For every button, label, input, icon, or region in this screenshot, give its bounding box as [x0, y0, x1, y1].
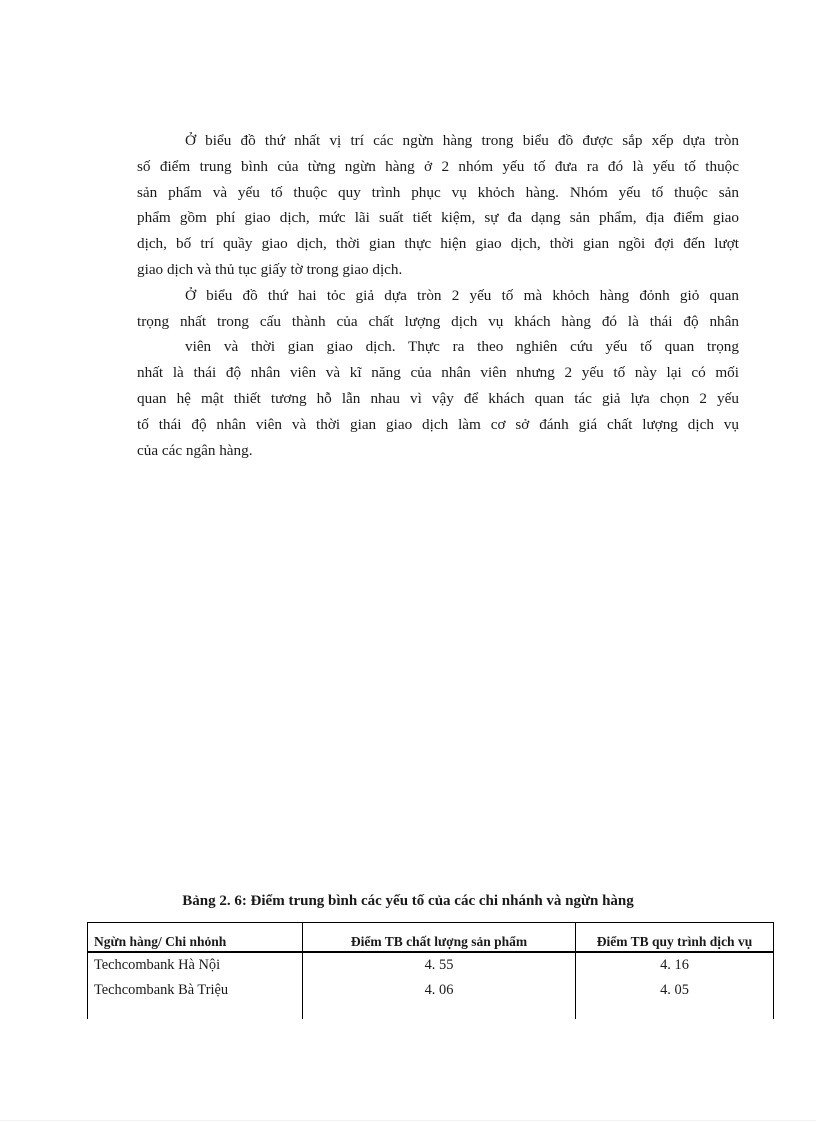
text-line: dịch, bố trí quầy giao dịch, thời gian thực hiện giao dịch, thời gian ngồi đợi đến lượt	[137, 235, 739, 253]
column-header-branch: Ngừn hàng/ Chi nhỏnh	[88, 923, 303, 953]
table-row-continued	[88, 1003, 774, 1019]
product-score: 4. 55	[303, 952, 576, 978]
text-line: Ở biểu đồ thứ nhất vị trí các ngừn hàng trong biểu đồ được sắp xếp dựa tròn	[185, 132, 739, 149]
service-score: 4. 16	[576, 952, 774, 978]
text-line: số điểm trung bình của từng ngừn hàng ở 2 nhóm yếu tố đưa ra đó là yếu tố thuộc	[137, 157, 739, 175]
body-text	[137, 128, 739, 463]
branch-name: Techcombank Hà Nội	[88, 952, 303, 978]
table-header-row	[88, 923, 774, 953]
text-line: giao dịch và thủ tục giấy tờ trong giao dịch.	[137, 260, 403, 278]
text-line: viên và thời gian giao dịch. Thực ra theo nghiên cứu yếu tố quan trọng	[185, 338, 739, 356]
paragraph-2	[137, 283, 739, 464]
product-score: 4. 06	[303, 978, 576, 1003]
column-header-service-score: Điểm TB quy trình dịch vụ	[576, 923, 774, 953]
service-score: 4. 05	[576, 978, 774, 1003]
branch-name: Techcombank Bà Triệu	[88, 978, 303, 1003]
text-line: phẩm gồm phí giao dịch, mức lãi suất tiết kiệm, sự đa dạng sản phẩm, địa điểm giao	[137, 209, 739, 227]
paragraph-1	[137, 128, 739, 283]
text-line: của các ngân hàng.	[137, 441, 253, 459]
page-bottom-edge	[0, 1120, 816, 1121]
text-line: trọng nhất trong cấu thành của chất lượng dịch vụ khách hàng đó là thái độ nhân	[137, 312, 739, 330]
table-row	[88, 952, 774, 978]
text-line: tố thái độ nhân viên và thời gian giao dịch làm cơ sở đánh giá chất lượng dịch vụ	[137, 415, 739, 433]
text-line: sản phẩm và yếu tố thuộc quy trình phục vụ khỏch hàng. Nhóm yếu tố thuộc sản	[137, 183, 739, 201]
text-line: Ở biểu đồ thứ hai tỏc giả dựa tròn 2 yếu tố mà khỏch hàng đỏnh giỏ quan	[185, 286, 739, 304]
empty-cell	[576, 1003, 774, 1019]
column-header-product-score: Điểm TB chất lượng sản phẩm	[303, 923, 576, 953]
empty-cell	[88, 1003, 303, 1019]
table-caption: Bảng 2. 6: Điểm trung bình các yếu tố của các chi nhánh và ngừn hàng	[182, 893, 634, 909]
text-line: quan hệ mật thiết tương hỗ lẫn nhau vì vậy để khách quan tác giả lựa chọn 2 yếu	[137, 389, 739, 407]
score-table	[87, 922, 773, 1019]
text-line: nhất là thái độ nhân viên và kĩ năng của nhân viên nhưng 2 yếu tố này lại có mối	[137, 364, 739, 382]
table-row	[88, 978, 774, 1003]
empty-cell	[303, 1003, 576, 1019]
